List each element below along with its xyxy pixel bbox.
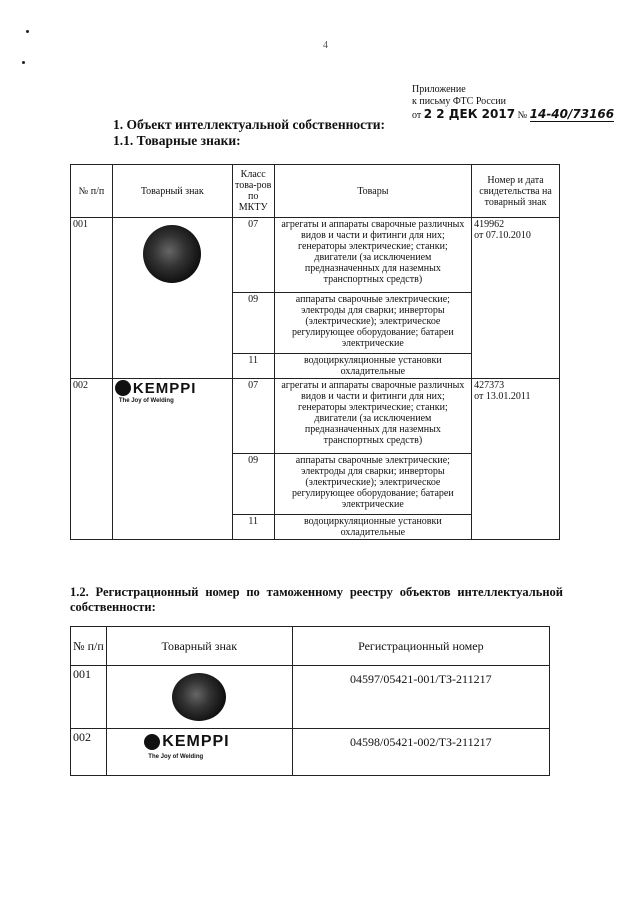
- registration-table: [70, 626, 550, 776]
- trademarks-table: [70, 164, 560, 540]
- cert-cell: [472, 379, 560, 540]
- cert-date: от 13.01.2011: [474, 391, 531, 402]
- kemppi-logo: [115, 380, 230, 407]
- row-num: 001: [71, 218, 113, 379]
- table-row: [71, 379, 560, 454]
- table-header-row: [71, 627, 550, 666]
- date-prefix: от: [412, 110, 422, 121]
- goods-cell: агрегаты и аппараты сварочные различных видов и части и фитинги для них; генераторы электрические; станки; двигатели (за исключением предназначенных для наземных транспортных средств): [274, 379, 471, 454]
- page-number: 4: [323, 40, 328, 51]
- round-emblem-logo: [172, 673, 226, 721]
- scan-speck: [26, 30, 29, 33]
- row-num: 002: [71, 729, 107, 776]
- section1-heading: [113, 117, 385, 149]
- cert-date: от 07.10.2010: [474, 230, 531, 241]
- handwritten-number: 14-40/73166: [529, 107, 615, 121]
- kemppi-symbol-icon: [144, 734, 160, 750]
- header-goods: Товары: [274, 165, 471, 218]
- kemppi-tagline: The Joy of Welding: [118, 398, 174, 404]
- class-cell: 07: [232, 218, 274, 293]
- cert-cell: [472, 218, 560, 379]
- cert-number: 419962: [474, 219, 505, 230]
- trademark-cell: [106, 729, 292, 776]
- header-class: Класс това-ров по МКТУ: [232, 165, 274, 218]
- date-stamp: 2 2 ДЕК 2017: [423, 107, 516, 121]
- kemppi-wordmark: KEMPPI: [132, 379, 197, 397]
- table-header-row: [71, 165, 560, 218]
- goods-cell: водоциркуляционные установки охладительные: [274, 515, 471, 540]
- scan-speck: [22, 61, 25, 64]
- goods-cell: агрегаты и аппараты сварочные различных видов и части и фитинги для них; генераторы электрические; станки; двигатели (за исключением предназначенных для наземных транспортных средств): [274, 218, 471, 293]
- kemppi-wordmark: KEMPPI: [162, 733, 230, 750]
- section1-subtitle: 1.1. Товарные знаки:: [113, 133, 241, 148]
- class-cell: 09: [232, 454, 274, 515]
- table-row: [71, 218, 560, 293]
- class-cell: 09: [232, 293, 274, 354]
- goods-cell: аппараты сварочные электрические; электроды для сварки; инверторы (электрические); электрическое регулирующее оборудование; батареи электрические: [274, 454, 471, 515]
- round-emblem-logo: [143, 225, 201, 283]
- appendix-block: [412, 84, 614, 122]
- class-cell: 11: [232, 515, 274, 540]
- trademark-cell: [112, 379, 232, 540]
- kemppi-tagline: The Joy of Welding: [148, 754, 204, 760]
- header-reg: Регистрационный номер: [292, 627, 549, 666]
- trademark-cell: [106, 666, 292, 729]
- trademark-cell: [112, 218, 232, 379]
- kemppi-symbol-icon: [115, 380, 131, 396]
- table-row: [71, 666, 550, 729]
- table-row: [71, 729, 550, 776]
- class-cell: 11: [232, 354, 274, 379]
- section1-title: 1. Объект интеллектуальной собственности:: [113, 117, 386, 132]
- cert-number: 427373: [474, 380, 505, 391]
- appendix-line1: Приложение: [412, 84, 466, 95]
- row-num: 001: [71, 666, 107, 729]
- header-mark: Товарный знак: [106, 627, 292, 666]
- kemppi-logo: [144, 734, 254, 764]
- class-cell: 07: [232, 379, 274, 454]
- header-cert: Номер и дата свидетельства на товарный знак: [472, 165, 560, 218]
- reg-number: 04598/05421-002/ТЗ-211217: [292, 729, 549, 776]
- goods-cell: водоциркуляционные установки охладительные: [274, 354, 471, 379]
- header-num: № п/п: [71, 165, 113, 218]
- appendix-date-row: [412, 108, 614, 122]
- number-prefix: №: [517, 110, 528, 121]
- section2-title-text: 1.2. Регистрационный номер по таможенному реестру объектов интеллектуальной собственности:: [70, 585, 563, 614]
- row-num: 002: [71, 379, 113, 540]
- reg-number: 04597/05421-001/ТЗ-211217: [292, 666, 549, 729]
- header-mark: Товарный знак: [112, 165, 232, 218]
- header-num: № п/п: [71, 627, 107, 666]
- goods-cell: аппараты сварочные электрические; электроды для сварки; инверторы (электрические); электрическое регулирующее оборудование; батареи электрические: [274, 293, 471, 354]
- appendix-line2: к письму ФТС России: [412, 96, 506, 107]
- section2-title: [70, 585, 563, 615]
